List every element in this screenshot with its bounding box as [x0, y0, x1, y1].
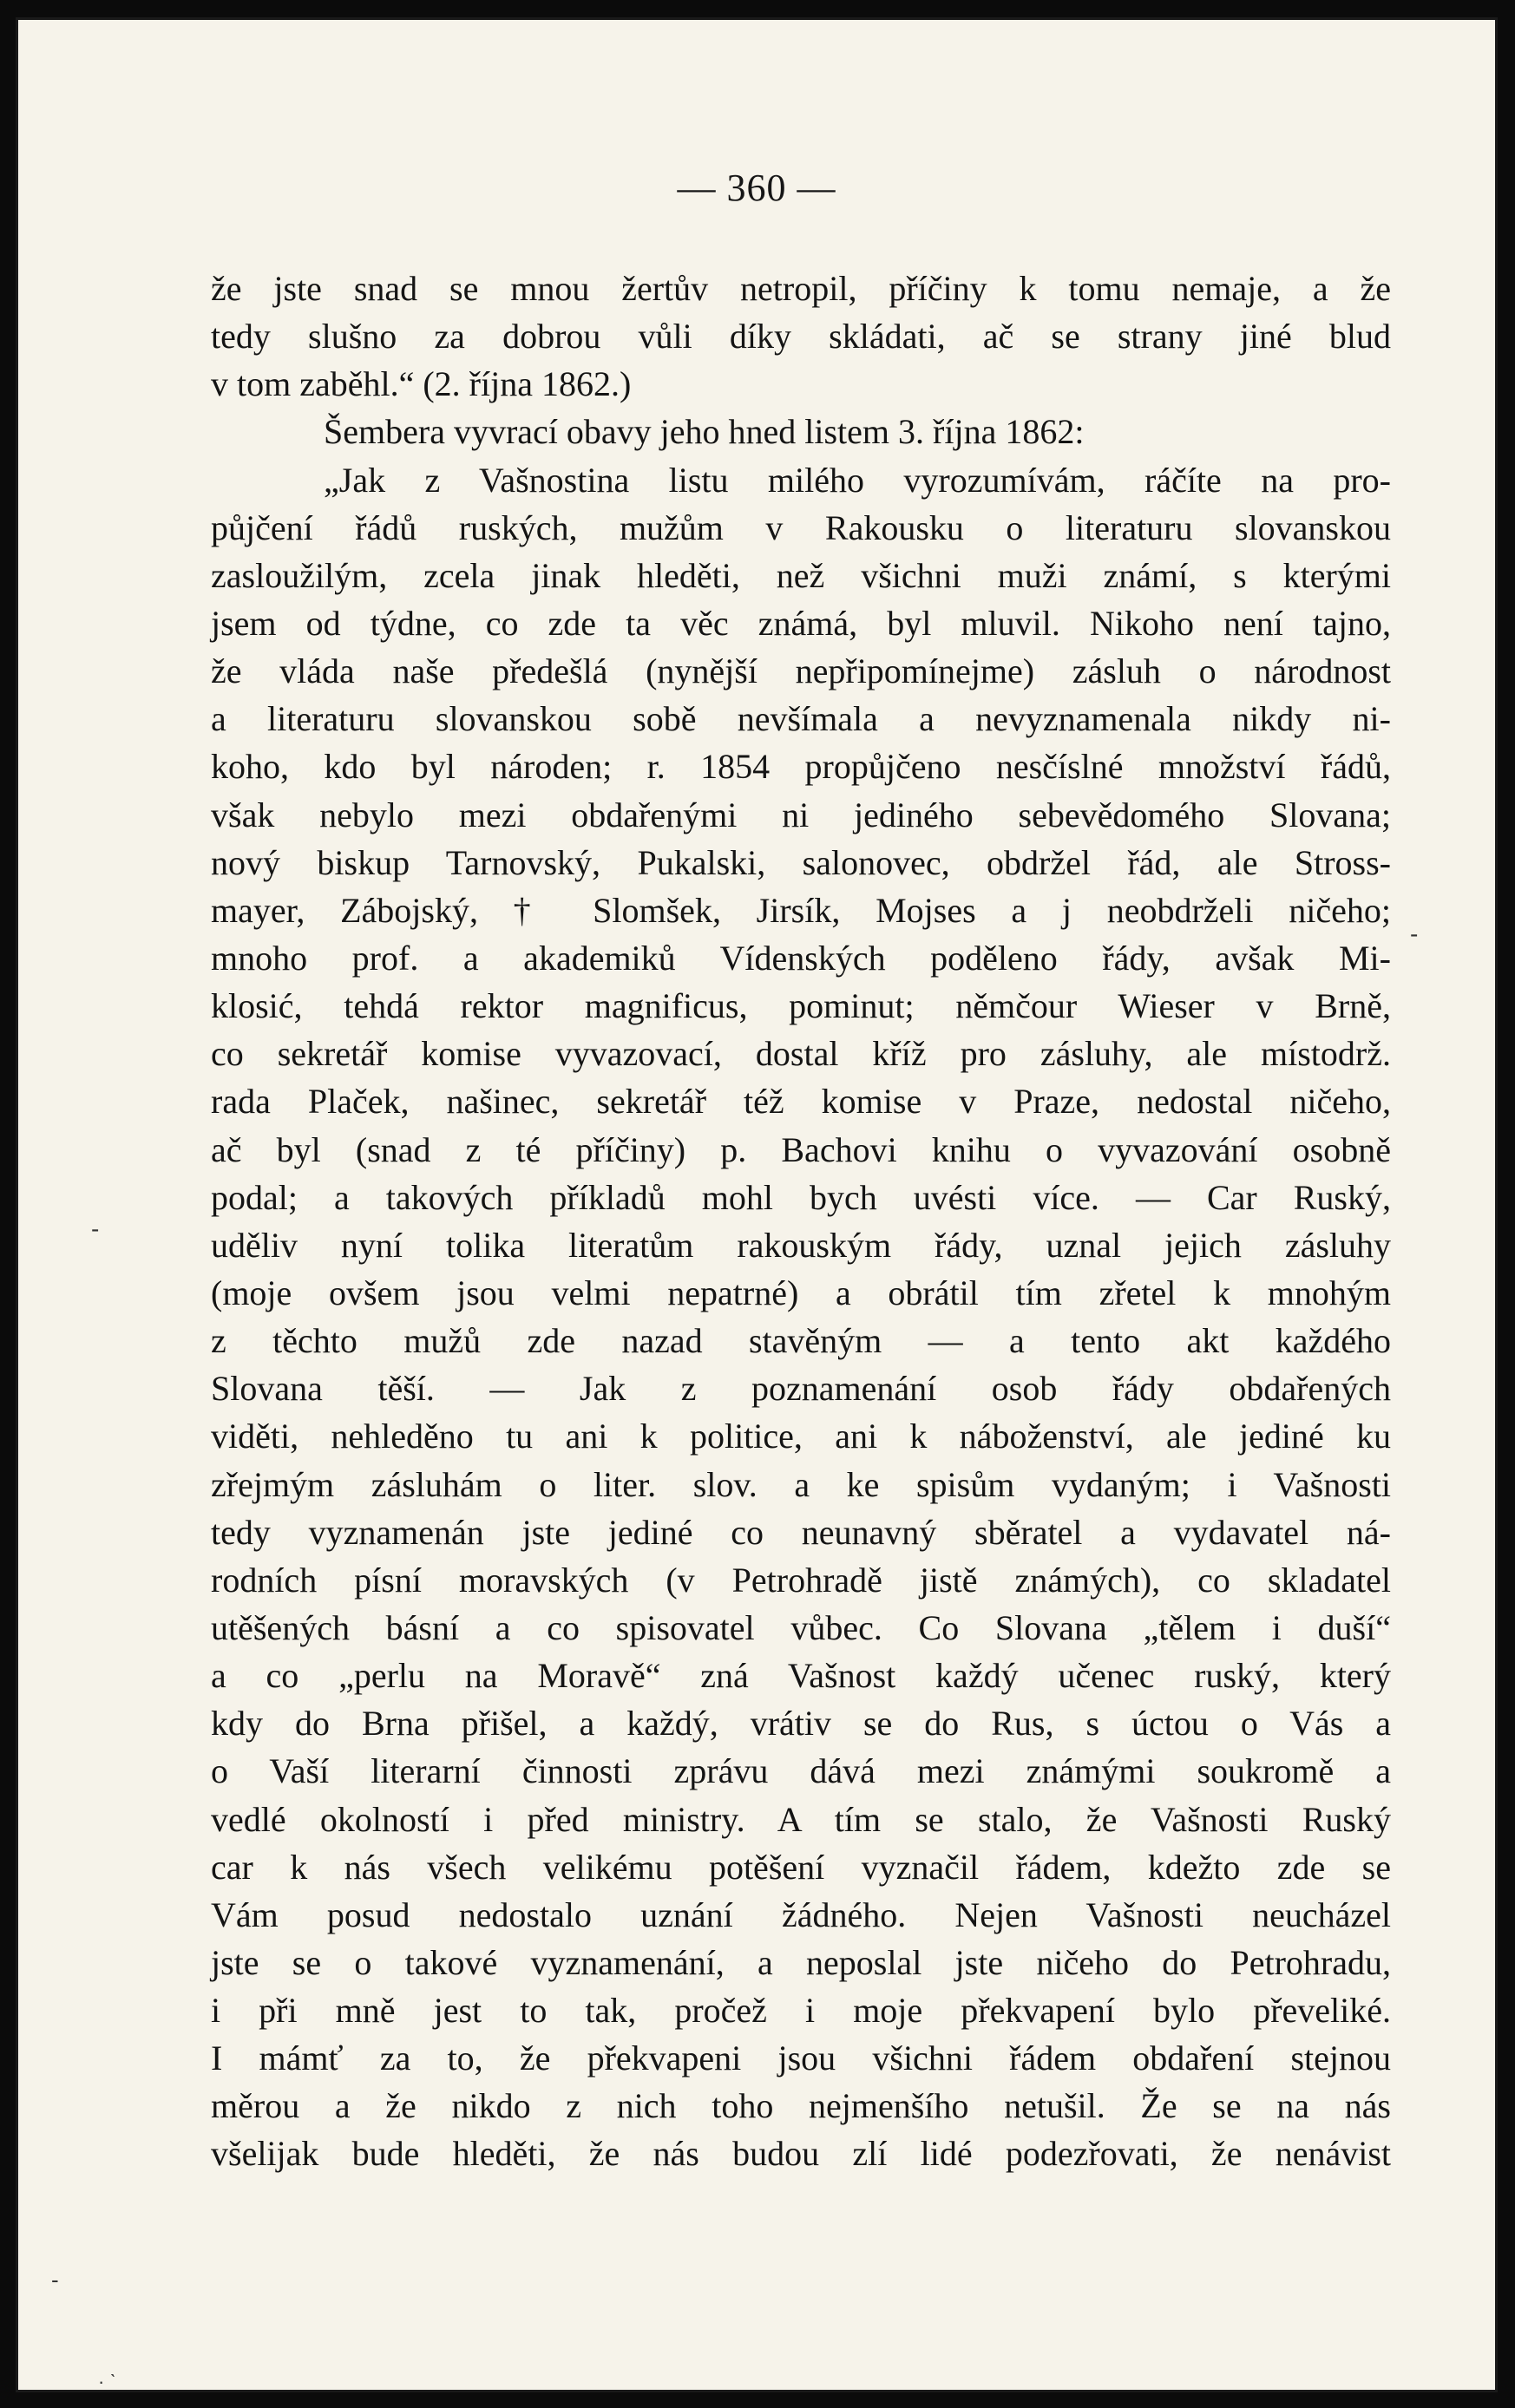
text-line: mnoho prof. a akademiků Vídenských poděleno řády, avšak Mi-: [211, 938, 1391, 978]
text-line: jsem od týdne, co zde ta věc známá, byl mluvil. Nikoho není tajno,: [211, 603, 1391, 643]
text-line: tedy vyznamenán jste jediné co neunavný sběratel a vydavatel ná-: [211, 1512, 1391, 1552]
text-line: měrou a že nikdo z nich toho nejmenšího netušil. Že se na nás: [211, 2086, 1391, 2126]
text-line: kdy do Brna přišel, a každý, vrátiv se do Rus, s úctou o Vás a: [211, 1704, 1391, 1744]
text-line: nový biskup Tarnovský, Pukalski, salonovec, obdržel řád, ale Stross-: [211, 842, 1391, 882]
text-line: o Vaší literarní činnosti zprávu dává mezi známými soukromě a: [211, 1751, 1391, 1791]
text-line: Šembera vyvrací obavy jeho hned listem 3. října 1862:: [324, 412, 1085, 452]
text-line: vedlé okolností i před ministry. A tím se stalo, že Vašnosti Ruský: [211, 1799, 1391, 1839]
text-line: podal; a takových příkladů mohl bych uvésti více. — Car Ruský,: [211, 1177, 1391, 1217]
margin-mark: -: [91, 1215, 100, 1242]
text-line: ač byl (snad z té příčiny) p. Bachovi knihu o vyvazování osobně: [211, 1129, 1391, 1169]
text-line: z těchto mužů zde nazad stavěným — a tento akt každého: [211, 1321, 1391, 1361]
text-line: zasloužilým, zcela jinak hleděti, než všichni muži známí, s kterými: [211, 555, 1391, 595]
text-line: že jste snad se mnou žertův netropil, příčiny k tomu nemaje, a že: [211, 269, 1391, 308]
text-line: a literaturu slovanskou sobě nevšímala a nevyznamenala nikdy ni-: [211, 699, 1391, 739]
text-line: že vláda naše předešlá (nynější nepřipomínejme) zásluh o národnost: [211, 651, 1391, 691]
text-line: a co „perlu na Moravě“ zná Vašnost každý učenec ruský, který: [211, 1656, 1391, 1696]
text-line: rada Plaček, našinec, sekretář též komise v Praze, nedostal ničeho,: [211, 1082, 1391, 1122]
text-line: v tom zaběhl.“ (2. října 1862.): [211, 364, 632, 404]
text-line: i při mně jest to tak, pročež i moje překvapení bylo převeliké.: [211, 1991, 1391, 2031]
text-line: koho, kdo byl národen; r. 1854 propůjčeno nesčíslné množství řádů,: [211, 747, 1391, 787]
text-line: „Jak z Vašnostina listu milého vyrozumívám, ráčíte na pro-: [324, 460, 1391, 500]
text-line: viděti, nehleděno tu ani k politice, ani k náboženství, ale jediné ku: [211, 1417, 1391, 1456]
body-text: [211, 265, 1391, 2178]
text-line: půjčení řádů ruských, mužům v Rakousku o literaturu slovanskou: [211, 507, 1391, 547]
book-page: [16, 17, 1498, 2392]
text-line: však nebylo mezi obdařenými ni jediného sebevědomého Slovana;: [211, 795, 1391, 834]
text-line: car k nás všech velikému potěšení vyznačil řádem, kdežto zde se: [211, 1847, 1391, 1887]
text-line: uděliv nyní tolika literatům rakouským řády, uznal jejich zásluhy: [211, 1225, 1391, 1265]
text-line: Slovana těší. — Jak z poznamenání osob řády obdařených: [211, 1369, 1391, 1409]
text-line: co sekretář komise vyvazovací, dostal kříž pro zásluhy, ale místodrž.: [211, 1034, 1391, 1074]
text-line: zřejmým zásluhám o liter. slov. a ke spisům vydaným; i Vašnosti: [211, 1464, 1391, 1504]
text-line: rodních písní moravských (v Petrohradě jistě známých), co skladatel: [211, 1560, 1391, 1600]
text-line: Vám posud nedostalo uznání žádného. Nejen Vašnosti neucházel: [211, 1894, 1391, 1934]
page-number: — 360 —: [677, 167, 836, 209]
margin-mark: -: [1410, 920, 1419, 947]
text-line: (moje ovšem jsou velmi nepatrné) a obrátil tím zřetel k mnohým: [211, 1273, 1391, 1312]
text-line: I mámť za to, že překvapeni jsou všichni řádem obdaření stejnou: [211, 2038, 1391, 2078]
text-line: všelijak bude hleděti, že nás budou zlí lidé podezřovati, že nenávist: [211, 2134, 1391, 2174]
text-line: utěšených básní a co spisovatel vůbec. Co Slovana „tělem i duší“: [211, 1607, 1391, 1647]
text-line: mayer, Zábojský, † Slomšek, Jirsík, Mojses a j neobdrželi ničeho;: [211, 890, 1391, 930]
margin-mark: -: [51, 2267, 59, 2293]
text-line: tedy slušno za dobrou vůli díky skládati, ač se strany jiné blud: [211, 317, 1391, 357]
text-line: jste se o takové vyznamenání, a neposlal jste ničeho do Petrohradu,: [211, 1942, 1391, 1982]
text-line: klosić, tehdá rektor magnificus, pominut; němčour Wieser v Brně,: [211, 986, 1391, 1026]
margin-mark: · ˋ: [98, 2371, 116, 2392]
